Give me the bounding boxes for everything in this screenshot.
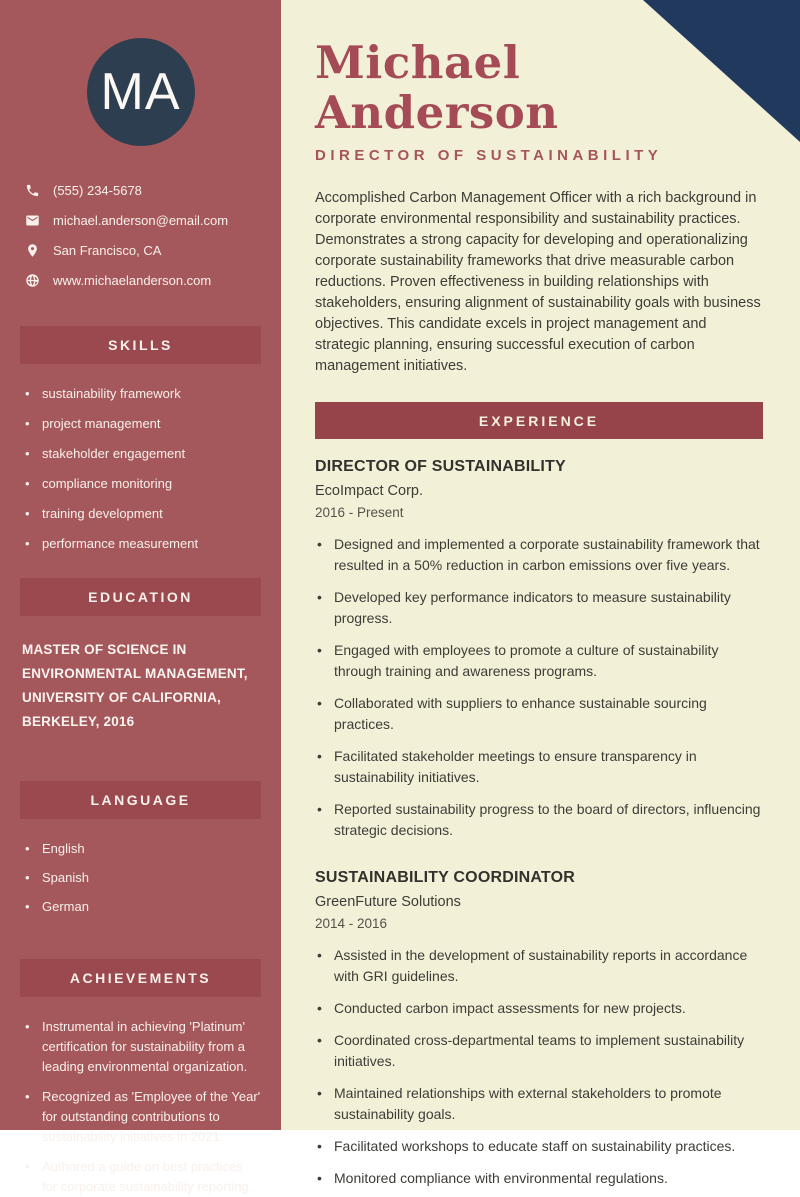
education-section-header <box>20 578 261 616</box>
achievement-item: • Instrumental in achieving 'Platinum' certification for sustainability from a leading environmental organization. <box>25 1017 261 1077</box>
skill-item: • sustainability framework <box>25 384 261 404</box>
experience-section-header <box>315 402 763 439</box>
achievement-item: • Authored a guide on best practices for corporate sustainability reporting. <box>25 1157 261 1197</box>
skills-title: SKILLS <box>108 337 173 353</box>
achievement-item: • Recognized as 'Employee of the Year' for outstanding contributions to sustainability initiatives in 2021. <box>25 1087 261 1147</box>
skills-list <box>20 384 261 554</box>
skill-item: • project management <box>25 414 261 434</box>
job-bullet: • Conducted carbon impact assessments for new projects. <box>315 998 763 1019</box>
job-company: EcoImpact Corp. <box>315 483 423 499</box>
language-list <box>20 839 261 917</box>
contact-website <box>24 272 261 288</box>
contact-phone <box>24 182 261 198</box>
achievements-section-header <box>20 959 261 997</box>
job-company: GreenFuture Solutions <box>315 894 461 910</box>
contact-email-text: michael.anderson@email.com <box>53 212 229 228</box>
email-icon <box>24 212 40 228</box>
skill-item: • training development <box>25 504 261 524</box>
contact-phone-text: (555) 234-5678 <box>53 182 142 198</box>
contact-location-text: San Francisco, CA <box>53 242 162 258</box>
avatar-initials: MA <box>100 63 181 121</box>
job-bullet: • Assisted in the development of sustainability reports in accordance with GRI guidelines. <box>315 945 763 987</box>
language-title: LANGUAGE <box>90 792 191 808</box>
job-bullet: • Facilitated workshops to educate staff on sustainability practices. <box>315 1136 763 1157</box>
job-bullet: • Engaged with employees to promote a culture of sustainability through training and awareness programs. <box>315 640 763 682</box>
globe-icon <box>24 272 40 288</box>
skill-item: • compliance monitoring <box>25 474 261 494</box>
contact-website-text: www.michaelanderson.com <box>53 272 212 288</box>
contact-email <box>24 212 261 228</box>
phone-icon <box>24 182 40 198</box>
job-title: DIRECTOR OF SUSTAINABILITY <box>315 458 566 475</box>
job-bullet: • Collaborated with suppliers to enhance sustainable sourcing practices. <box>315 693 763 735</box>
language-section-header <box>20 781 261 819</box>
job-entry <box>315 458 763 841</box>
candidate-name: Michael Anderson <box>315 36 559 139</box>
candidate-title: DIRECTOR OF SUSTAINABILITY <box>315 147 663 164</box>
job-bullet: • Designed and implemented a corporate sustainability framework that resulted in a 50% reduction in carbon emissions over five years. <box>315 534 763 576</box>
education-title: EDUCATION <box>88 589 193 605</box>
location-icon <box>24 242 40 258</box>
job-title: SUSTAINABILITY COORDINATOR <box>315 869 576 886</box>
skill-item: • performance measurement <box>25 534 261 554</box>
job-bullet-list <box>315 945 763 1189</box>
sidebar <box>0 0 281 1194</box>
job-bullet: • Reported sustainability progress to the board of directors, influencing strategic decisions. <box>315 799 763 841</box>
job-entry <box>315 869 763 1189</box>
education-degree: MASTER OF SCIENCE IN ENVIRONMENTAL MANAGEMENT, UNIVERSITY OF CALIFORNIA, BERKELEY, 2016 <box>22 642 248 729</box>
contact-location <box>24 242 261 258</box>
job-bullet: • Developed key performance indicators to measure sustainability progress. <box>315 587 763 629</box>
language-item: • Spanish <box>25 868 261 888</box>
achievements-list <box>20 1017 261 1197</box>
job-bullet: • Facilitated stakeholder meetings to ensure transparency in sustainability initiatives. <box>315 746 763 788</box>
job-dates: 2014 - 2016 <box>315 916 388 931</box>
language-item: • English <box>25 839 261 859</box>
language-item: • German <box>25 897 261 917</box>
contact-info <box>20 182 261 288</box>
job-bullet: • Maintained relationships with external stakeholders to promote sustainability goals. <box>315 1083 763 1125</box>
skill-item: • stakeholder engagement <box>25 444 261 464</box>
job-bullet-list <box>315 534 763 841</box>
job-bullet: • Coordinated cross-departmental teams to implement sustainability initiatives. <box>315 1030 763 1072</box>
achievements-title: ACHIEVEMENTS <box>69 970 212 986</box>
skills-section-header <box>20 326 261 364</box>
job-bullet: • Monitored compliance with environmental regulations. <box>315 1168 763 1189</box>
main-content <box>281 0 800 1186</box>
job-dates: 2016 - Present <box>315 505 404 520</box>
avatar <box>87 38 195 146</box>
summary-paragraph: Accomplished Carbon Management Officer with a rich background in corporate environmental responsibility and sustainability practices. Demonstrates a strong capacity for developing and operationalizing corporate sustainability frameworks that drive measurable carbon reductions. Proven effectiveness in building relationships with stakeholders, ensuring alignment of sustainability goals with business objectives. This candidate excels in project management and strategic planning, ensuring successful execution of carbon management initiatives. <box>315 190 761 374</box>
experience-title: EXPERIENCE <box>478 412 600 429</box>
